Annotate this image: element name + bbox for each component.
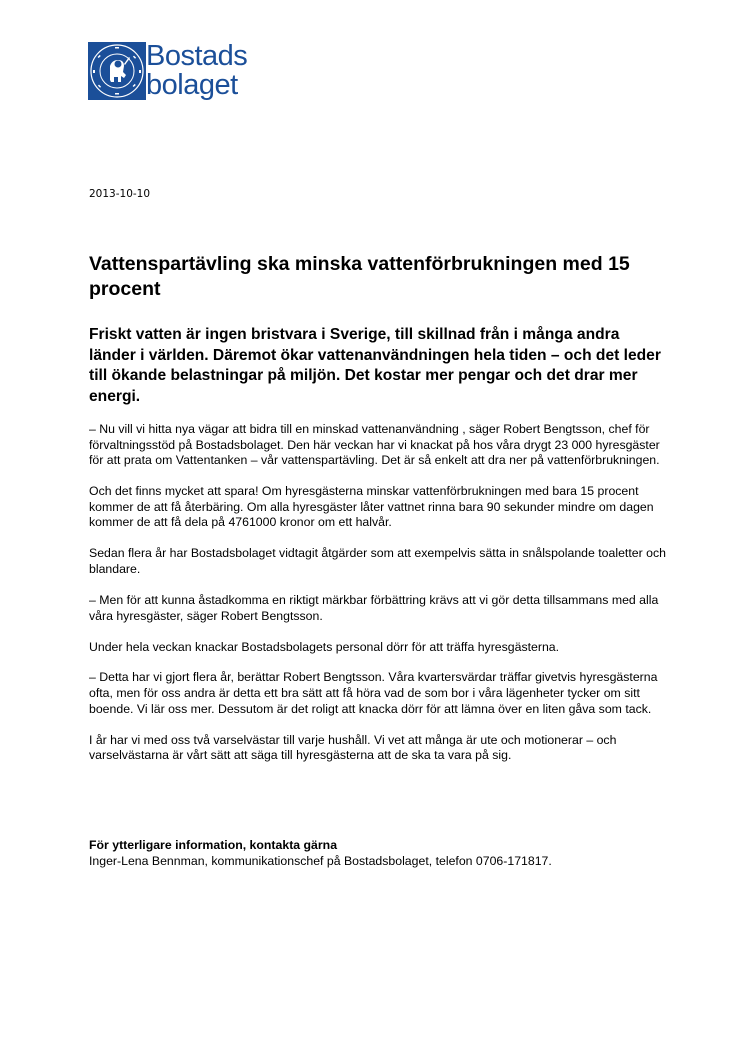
body-paragraph: Under hela veckan knackar Bostadsbolagets personal dörr för att träffa hyresgästerna. bbox=[89, 639, 560, 654]
logo-wordmark-line1: Bostads bbox=[146, 40, 248, 72]
body-paragraph: Sedan flera år har Bostadsbolaget vidtagit åtgärder som att exempelvis sätta in snålspolande toaletter och blandare. bbox=[89, 546, 666, 576]
contact-info bbox=[89, 838, 669, 869]
city-seal-icon bbox=[88, 42, 146, 100]
body-paragraph: I år har vi med oss två varselvästar till varje hushåll. Vi vet att många är ute och motionerar – och varselvästarna är vårt sätt att säga till hyresgästerna att de ska ta vara på sig. bbox=[89, 732, 617, 763]
contact-heading: För ytterligare information, kontakta gärna bbox=[89, 838, 338, 852]
body-paragraph: – Detta har vi gjort flera år, berättar Robert Bengtsson. Våra kvartersvärdar träffar givetvis hyresgästerna ofta, men för oss andra är detta ett bra sätt att få höra vad de som bor i våra lägenheter tycker om sitt boende. Vi lär oss mer. Dessutom är det roligt att knacka dörr för att lämna över en liten gåva som tack. bbox=[89, 670, 658, 716]
logo-wordmark bbox=[146, 42, 247, 100]
body-paragraph: – Men för att kunna åstadkomma en riktigt märkbar förbättring krävs att vi gör detta tillsammans med alla våra hyresgäster, säger Robert Bengtsson. bbox=[89, 592, 659, 623]
body-paragraph: – Nu vill vi hitta nya vägar att bidra till en minskad vattenanvändning , säger Robert Bengtsson, chef för förvaltningsstöd på Bostadsbolaget. Den här veckan har vi knackat på hos våra drygt 23 000 hyresgäster för att prata om Vattentanken – vår vattenspartävling. Det är så enkelt att dra ner på vattenförbrukningen. bbox=[89, 422, 660, 468]
page-title: Vattenspartävling ska minska vattenförbrukningen med 15 procent bbox=[89, 253, 630, 300]
lead-paragraph: Friskt vatten är ingen bristvara i Sverige, till skillnad från i många andra länder i världen. Däremot ökar vattenanvändningen hela tiden – och det leder till ökande belastningar på miljön. Det kostar mer pengar och det drar mer energi. bbox=[89, 326, 661, 405]
bostadsbolaget-logo bbox=[88, 42, 278, 106]
article-body bbox=[89, 422, 669, 779]
logo-wordmark-line2: bolaget bbox=[146, 69, 238, 101]
contact-line: Inger-Lena Bennman, kommunikationschef på Bostadsbolaget, telefon 0706-171817. bbox=[89, 853, 552, 868]
body-paragraph: Och det finns mycket att spara! Om hyresgästerna minskar vattenförbrukningen med bara 15 procent kommer de att få återbäring. Om alla hyresgäster låter vattnet rinna bara 90 sekunder mindre om dagen kommer de att få dela på 4761000 kronor om ett halvår. bbox=[89, 484, 654, 530]
press-release-date: 2013-10-10 bbox=[89, 188, 151, 200]
